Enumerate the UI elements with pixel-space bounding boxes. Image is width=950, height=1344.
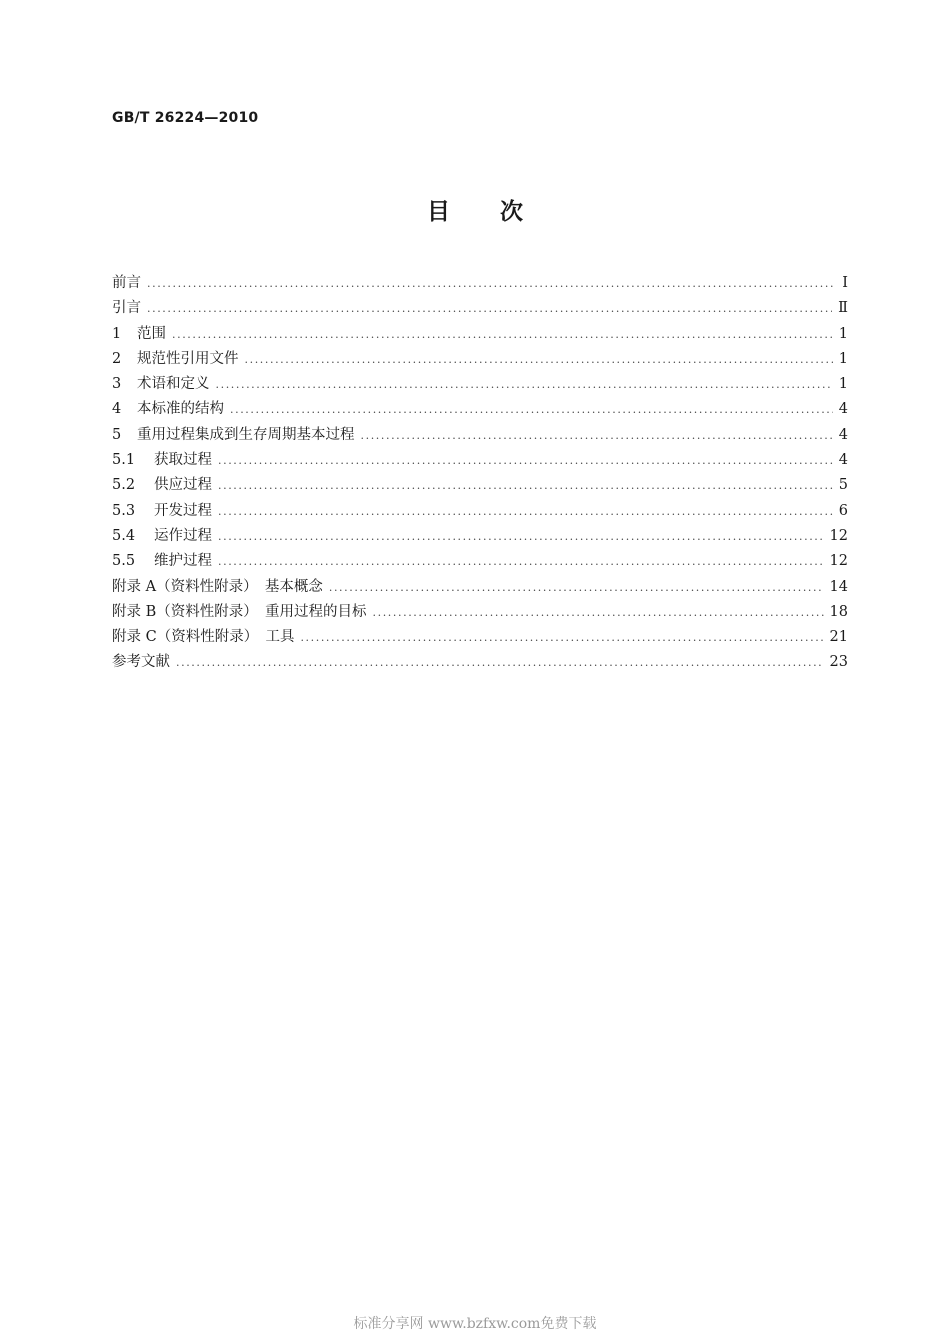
toc-entry[interactable]: [112, 423, 848, 448]
toc-entry-number: 2: [112, 350, 122, 367]
toc-entry[interactable]: [112, 625, 848, 650]
toc-entry-label: [112, 397, 230, 422]
toc-entry-page: 4: [838, 452, 848, 469]
toc-entry-number: 5.2: [112, 477, 136, 494]
toc-entry-label: [112, 448, 218, 473]
toc-entry-page: 1: [838, 350, 848, 367]
toc-entry-page: 14: [829, 578, 848, 595]
toc-entry-number: 5.5: [112, 553, 136, 570]
dot-leader: [176, 650, 824, 675]
toc-entry-page: 6: [838, 502, 848, 519]
toc-entry-label: [112, 271, 147, 296]
toc-entry[interactable]: [112, 575, 848, 600]
toc-entry-text: 重用过程集成到生存周期基本过程: [137, 426, 355, 443]
toc-entry-page: 4: [838, 426, 848, 443]
toc-entry-label: [112, 575, 329, 600]
toc-entry[interactable]: [112, 600, 848, 625]
toc-entry-text: 附录 B（资料性附录） 重用过程的目标: [112, 603, 367, 620]
toc-entry-page: 12: [829, 527, 848, 544]
toc-entry[interactable]: [112, 322, 848, 347]
dot-leader: [245, 347, 833, 372]
dot-leader: [216, 372, 833, 397]
toc-entry-number: 5.3: [112, 502, 136, 519]
toc-entry[interactable]: [112, 271, 848, 296]
dot-leader: [230, 397, 833, 422]
toc-entry-text: 参考文献: [112, 654, 170, 671]
toc-entry-page: Ⅱ: [838, 300, 848, 317]
toc-entry-page: 23: [829, 654, 848, 671]
toc-entry-text: 范围: [137, 325, 166, 342]
dot-leader: [218, 524, 824, 549]
toc-entry-text: 附录 C（资料性附录） 工具: [112, 629, 295, 646]
toc-entry[interactable]: [112, 347, 848, 372]
toc-entry-text: 附录 A（资料性附录） 基本概念: [112, 578, 323, 595]
dot-leader: [147, 271, 834, 296]
toc-entry-text: 获取过程: [154, 452, 212, 469]
toc-entry-number: 1: [112, 325, 122, 342]
toc-entry[interactable]: [112, 549, 848, 574]
toc-entry-number: 5.1: [112, 452, 136, 469]
toc-entry-label: [112, 650, 176, 675]
toc-entry-number: 5.4: [112, 527, 136, 544]
dot-leader: [172, 322, 833, 347]
toc-entry-page: 1: [838, 325, 848, 342]
toc-entry-page: 1: [838, 376, 848, 393]
toc-entry-label: [112, 372, 216, 397]
toc-entry-page: 21: [829, 629, 848, 646]
toc-entry-page: Ⅰ: [842, 275, 848, 291]
toc-entry-label: [112, 347, 245, 372]
toc-entry-text: 术语和定义: [137, 376, 210, 393]
toc-entry-text: 规范性引用文件: [137, 350, 239, 367]
toc-entry-text: 开发过程: [154, 502, 212, 519]
toc-entry-page: 4: [838, 401, 848, 418]
toc-entry-label: [112, 625, 300, 650]
toc-entry[interactable]: [112, 296, 848, 321]
toc-entry-label: [112, 296, 147, 321]
toc-entry-page: 12: [829, 553, 848, 570]
dot-leader: [147, 296, 832, 321]
table-of-contents: [112, 271, 848, 676]
dot-leader: [218, 549, 824, 574]
toc-entry-text: 运作过程: [154, 527, 212, 544]
dot-leader: [218, 499, 833, 524]
page-title: 目次: [427, 199, 573, 225]
toc-entry[interactable]: [112, 499, 848, 524]
toc-entry-text: 供应过程: [154, 477, 212, 494]
toc-entry-number: 3: [112, 376, 122, 393]
dot-leader: [373, 600, 824, 625]
toc-entry-label: [112, 499, 218, 524]
toc-entry[interactable]: [112, 473, 848, 498]
toc-entry-number: 4: [112, 401, 122, 418]
toc-entry-label: [112, 600, 373, 625]
footer-watermark: 标准分享网 www.bzfxw.com免费下载: [353, 1316, 597, 1332]
toc-entry[interactable]: [112, 397, 848, 422]
toc-entry[interactable]: [112, 524, 848, 549]
toc-entry-number: 5: [112, 426, 122, 443]
dot-leader: [329, 575, 824, 600]
dot-leader: [218, 448, 833, 473]
toc-entry-label: [112, 473, 218, 498]
dot-leader: [300, 625, 823, 650]
toc-entry-label: [112, 423, 361, 448]
toc-entry-label: [112, 322, 172, 347]
toc-entry-page: 18: [829, 603, 848, 620]
dot-leader: [361, 423, 833, 448]
toc-entry-text: 本标准的结构: [137, 401, 224, 418]
toc-entry-label: [112, 524, 218, 549]
toc-entry-page: 5: [838, 477, 848, 494]
dot-leader: [218, 473, 833, 498]
toc-entry[interactable]: [112, 448, 848, 473]
standard-number: GB/T 26224—2010: [112, 110, 259, 126]
toc-entry-text: 维护过程: [154, 553, 212, 570]
toc-entry-text: 引言: [112, 300, 141, 317]
toc-entry-label: [112, 549, 218, 574]
toc-entry[interactable]: [112, 650, 848, 675]
toc-entry[interactable]: [112, 372, 848, 397]
toc-entry-text: 前言: [112, 275, 141, 291]
